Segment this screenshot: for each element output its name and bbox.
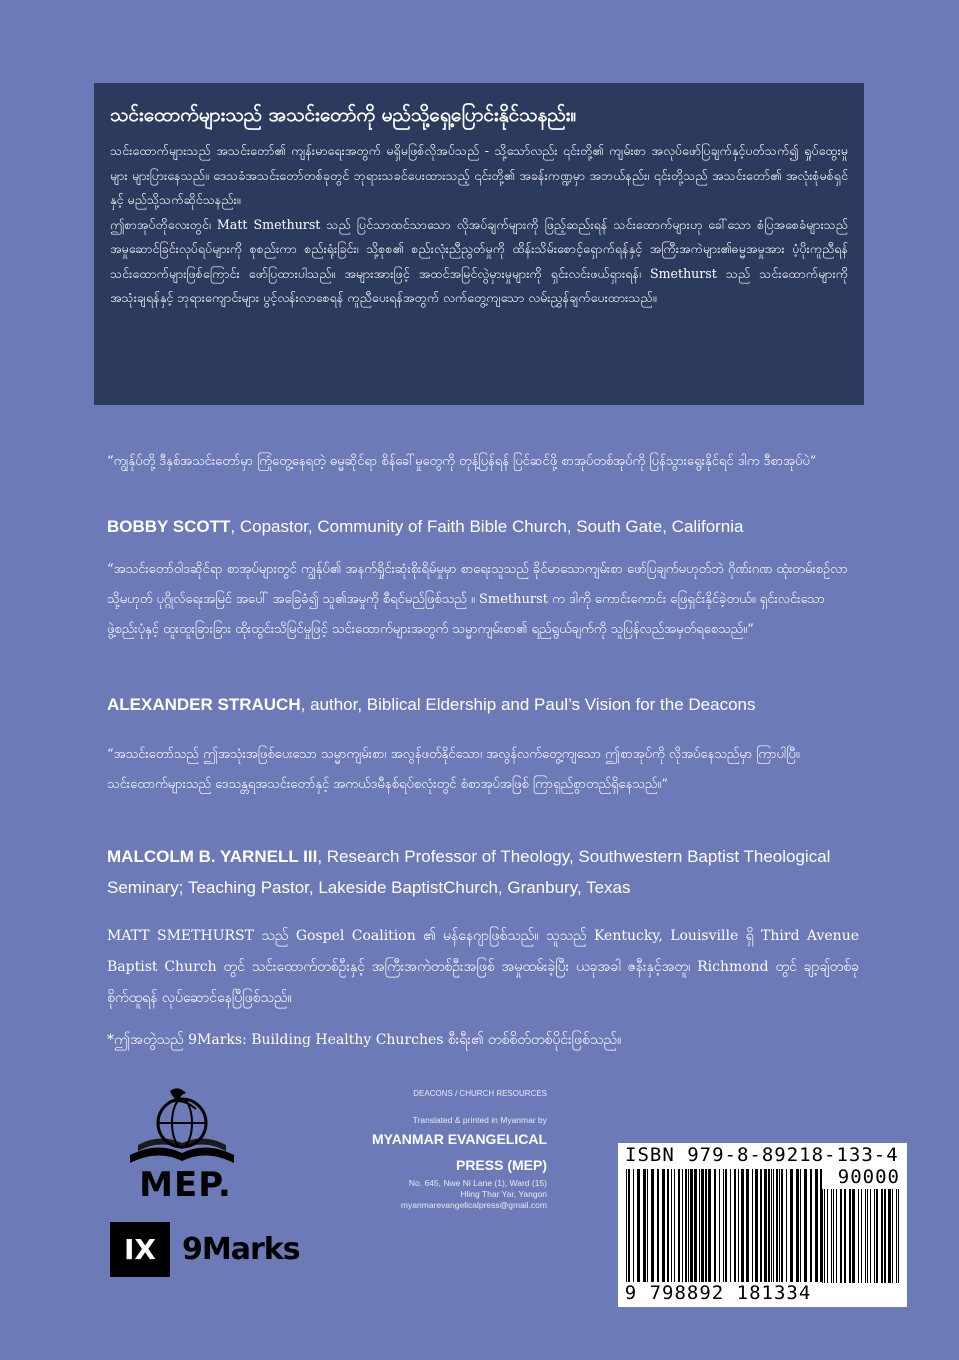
barcode-bar bbox=[896, 1189, 897, 1283]
endorsement-attribution-3 bbox=[107, 841, 859, 903]
barcode-bar bbox=[804, 1169, 807, 1282]
barcode-bar bbox=[662, 1169, 665, 1282]
barcode-bar bbox=[723, 1169, 724, 1282]
barcode-bar bbox=[844, 1189, 846, 1283]
barcode-bar bbox=[705, 1169, 707, 1282]
author-bio: MATT SMETHURST သည် Gospel Coalition ၏ မန်နေဂျာဖြစ်သည်။ သူသည် Kentucky, Louisville ရှိ Third Avenue Baptist Church တွင် သင်းထောက်တစ်ဦးနှင့် အကြီးအကဲတစ်ဦးအဖြစ် အမှုထမ်းခဲ့ပြီး ယခုအခါ ဇနီးနှင့်အတူ၊ Richmond တွင် ချာ့ချ်တစ်ခု စိုက်ထူရန် လုပ်ဆောင်နေပြီဖြစ်သည်။ bbox=[107, 928, 859, 1006]
barcode-bar bbox=[694, 1169, 697, 1282]
barcode-bar bbox=[725, 1169, 727, 1282]
barcode-bar bbox=[888, 1189, 891, 1283]
publisher-info bbox=[330, 1088, 547, 1211]
barcode-bar bbox=[746, 1169, 749, 1282]
barcode-bar bbox=[741, 1169, 744, 1282]
barcode-bar bbox=[682, 1169, 683, 1282]
barcode-bar bbox=[790, 1169, 793, 1282]
endorsement-quote-3: “အသင်းတော်သည် ဤအသုံးအဖြစ်ပေးသော သမ္မာကျမ်းစာ၊ အလွန်ဖတ်နိုင်သော၊ အလွန်လက်တွေ့ကျသော ဤစာအုပ်ကို လိုအပ်နေသည်မှာ ကြာပါပြီ။ သင်းထောက်များသည် ဒေသန္တရအသင်းတော်နှင့် အကယ်ဒမီနစ်ရပ်စလုံးတွင် စံစာအုပ်အဖြစ် ကြာရှည်စွာတည်ရှိနေသည်။” bbox=[107, 747, 800, 792]
barcode-bar bbox=[865, 1189, 866, 1283]
endorser-role-1: , Copastor, Community of Faith Bible Church, South Gate, California bbox=[230, 517, 744, 536]
ix-logo-mark: IX bbox=[110, 1222, 170, 1277]
summary-paragraph-1: သင်းထောက်များသည် အသင်းတော်၏ ကျန်းမာရေးအတွက် မရှိမဖြစ်လိုအပ်သည် - သို့သော်လည်း ၎င်းတို့၏ ကျမ်းစာ အလုပ်ဖော်ပြချက်နှင့်ပတ်သက်၍ ရှုပ်ထွေးမှုများ များပြားနေသည်။ ဒေသခံအသင်းတော်တစ်ခုတွင် ဘုရားသခင်ပေးထားသည့် ၎င်းတို့၏ အခန်းကဏ္ဍမှာ အဘယ်နည်း၊ ၎င်းတို့သည် အသင်းတော်၏ အလုံးစုံမစ်ရှင်နှင့် မည်သို့သက်ဆိုင်သနည်း။ bbox=[110, 143, 848, 207]
barcode-bar bbox=[764, 1169, 767, 1282]
barcode-bar bbox=[730, 1169, 731, 1282]
barcode-bar bbox=[637, 1169, 640, 1282]
barcode-bar bbox=[699, 1169, 700, 1282]
price-code: 90000 bbox=[837, 1166, 900, 1188]
barcode-bar bbox=[892, 1189, 893, 1283]
barcode-bar bbox=[678, 1169, 680, 1282]
publisher-address-2: Hling Thar Yar, Yangon bbox=[460, 1189, 547, 1199]
barcode-bar bbox=[779, 1169, 780, 1282]
barcode-bar bbox=[628, 1169, 630, 1282]
endorsement-quote-2: “အသင်းတော်ဝါဒဆိုင်ရာ စာအုပ်များတွင် ကျွန်ုပ်၏ အနက်ရှိုင်းဆုံးစိုးရိမ်မှုမှာ စာရေးသူသည် ခိုင်မာသောကျမ်းစာ ဖော်ပြချက်မဟုတ်ဘဲ ဂိုဏ်းဂဏ ထုံးတမ်းစဉ်လာ သို့မဟုတ် ပုဂ္ဂိုလ်ရေးအမြင် အပေါ် အခြေခံ၍ သူ၏အမှုကို စီရင်မည်ဖြစ်သည် ။ Smethurst က ဒါကို ကောင်းကောင်း ဖြေရှင်းနိုင်ခဲ့တယ်။ ရှင်းလင်းသော ဖွဲ့စည်းပုံနှင့် ထူးထူးခြားခြား ထိုးထွင်းသိမြင်မှုဖြင့် သင်းထောက်များအတွက် သမ္မာကျမ်းစာ၏ ရည်ရွယ်ချက်ကို သူပြန်လည်အမှတ်ရစေသည်။” bbox=[107, 562, 848, 637]
series-note: *ဤအတွဲသည် 9Marks: Building Healthy Churches စီးရီး၏ တစ်စိတ်တစ်ပိုင်းဖြစ်သည်။ bbox=[107, 1032, 622, 1048]
barcode-bar bbox=[760, 1169, 762, 1282]
translated-by-label: Translated & printed in Myanmar by bbox=[412, 1115, 547, 1125]
publisher-name: MYANMAR EVANGELICAL PRESS (MEP) bbox=[371, 1131, 547, 1173]
barcode-bar bbox=[719, 1169, 720, 1282]
endorser-name-3: MALCOLM B. YARNELL III bbox=[107, 847, 318, 866]
barcode-bar bbox=[657, 1169, 659, 1282]
ean-digits: 9 798892 181334 bbox=[618, 1282, 818, 1304]
summary-title: သင်းထောက်များသည် အသင်းတော်ကို မည်သို့ရှေ့ပြောင်းနိုင်သနည်း။ bbox=[110, 104, 577, 126]
barcode-bar bbox=[800, 1169, 801, 1282]
barcode-bar bbox=[876, 1189, 878, 1283]
isbn-number: ISBN 979-8-89218-133-4 bbox=[625, 1144, 899, 1166]
endorser-role-2: , author, Biblical Eldership and Paul’s Vision for the Deacons bbox=[300, 695, 756, 714]
summary-box bbox=[94, 83, 864, 405]
barcode-bar bbox=[852, 1189, 855, 1283]
barcode-bar bbox=[867, 1189, 868, 1283]
barcode-bar bbox=[633, 1169, 634, 1282]
barcode-bar bbox=[688, 1169, 689, 1282]
barcode-bar bbox=[874, 1189, 875, 1283]
barcode-bar bbox=[781, 1169, 783, 1282]
endorser-role-3: , Research Professor of Theology, Southwestern Baptist Theological Seminary; Teaching Pastor, Lakeside BaptistChurch, Granbury, Texas bbox=[107, 847, 831, 897]
endorser-name-2: ALEXANDER STRAUCH bbox=[107, 695, 301, 714]
barcode-bar bbox=[671, 1169, 672, 1282]
barcode-bar bbox=[833, 1189, 834, 1283]
barcode-bar bbox=[755, 1169, 758, 1282]
barcode-bar bbox=[701, 1169, 704, 1282]
barcode-bar bbox=[667, 1169, 669, 1282]
barcode-bar bbox=[771, 1169, 772, 1282]
barcode-bar bbox=[849, 1189, 851, 1283]
barcode-bar bbox=[752, 1169, 753, 1282]
barcode-bar bbox=[858, 1189, 859, 1283]
endorsement-attribution-1 bbox=[107, 511, 859, 542]
barcode-bar bbox=[776, 1169, 778, 1282]
barcode-bar bbox=[708, 1169, 711, 1282]
isbn-barcode bbox=[618, 1143, 907, 1307]
barcode-bar bbox=[643, 1169, 646, 1282]
barcode-bar bbox=[827, 1189, 828, 1283]
endorser-name-1: BOBBY SCOTT bbox=[107, 517, 231, 536]
barcode-bar bbox=[690, 1169, 693, 1282]
barcode-bar bbox=[810, 1169, 812, 1282]
barcode-bar bbox=[831, 1189, 832, 1283]
barcode-bar bbox=[822, 1189, 823, 1283]
book-category: DEACONS / CHURCH RESOURCES bbox=[413, 1089, 547, 1098]
barcode-bar bbox=[674, 1169, 675, 1282]
barcode-bar bbox=[738, 1169, 739, 1282]
barcode-bar bbox=[898, 1189, 899, 1283]
9marks-logo bbox=[110, 1222, 300, 1277]
mep-logo-text: MEP. bbox=[139, 1165, 232, 1205]
publisher-email: myanmarevangelicalpress@gmail.com bbox=[400, 1200, 547, 1210]
barcode-bar bbox=[768, 1169, 770, 1282]
barcode-bar bbox=[881, 1189, 883, 1283]
barcode-bar bbox=[651, 1169, 654, 1282]
barcode-bar bbox=[734, 1169, 736, 1282]
addon-barcode-bars bbox=[822, 1189, 902, 1283]
summary-paragraph-2: ဤစာအုပ်တိုလေးတွင်၊ Matt Smethurst သည် ပြင်သာထင်သာသော လိုအပ်ချက်များကို ဖြည့်ဆည်းရန် သင်းထောက်များဟု ခေါ်သော စံပြအစေခံများသည် အမှုဆောင်ခြင်းလုပ်ရပ်များကို စုစည်းကာ စည်းရုံးခြင်း၊ သို့စုစ၏ စည်းလုံးညီညွတ်မှုကို ထိန်းသိမ်းစောင့်ရှောက်ရန်နှင့် အကြီးအကဲများ၏ဓမ္မအမှုအား ပံ့ပိုးကူညီရန် သင်းထောက်များဖြစ်ကြောင်း ဖော်ပြထားပါသည်။ အများအားဖြင့် အထင်အမြင်လွဲမှားမှုများကို ရှင်းလင်းဖယ်ရှားရန်၊ Smethurst သည် သင်းထောက်များကို အသုံးချရန်နှင့် ဘုရားကျောင်းများ ပွင့်လန်းလာစေရန် ကူညီပေးရန်အတွက် လက်တွေ့ကျသော လမ်းညွှန်ချက်ပေးထားသည်။ bbox=[110, 216, 848, 305]
barcode-bar bbox=[626, 1169, 627, 1282]
barcode-bar bbox=[824, 1189, 825, 1283]
9marks-logo-text: 9Marks bbox=[182, 1232, 300, 1267]
barcode-bars bbox=[626, 1169, 826, 1285]
barcode-bar bbox=[647, 1169, 648, 1282]
barcode-bar bbox=[773, 1169, 774, 1282]
barcode-bar bbox=[714, 1169, 716, 1282]
endorsement-attribution-2 bbox=[107, 689, 859, 720]
publisher-address-1: No. 645, Nwe Ni Lane (1), Ward (15) bbox=[408, 1178, 547, 1188]
barcode-bar bbox=[840, 1189, 842, 1283]
barcode-bar bbox=[861, 1189, 862, 1283]
barcode-bar bbox=[685, 1169, 687, 1282]
barcode-bar bbox=[815, 1169, 818, 1282]
mep-logo bbox=[108, 1083, 263, 1205]
barcode-bar bbox=[836, 1189, 837, 1283]
barcode-bar bbox=[884, 1189, 886, 1283]
barcode-bar bbox=[786, 1169, 787, 1282]
endorsement-quote-1: “ကျွန်ုပ်တို့ ဒီနှစ်အသင်းတော်မှာ ကြုံတွေ့နေရတဲ့ ဓမ္မဆိုင်ရာ စိန်ခေါ်မှုတွေကို တုန့်ပြန်ရန် ပြင်ဆင်ဖို့ စာအုပ်တစ်အုပ်ကို ပြန်သွားရွေးနိုင်ရင် ဒါက ဒီစာအုပ်ပဲ” bbox=[107, 454, 817, 469]
barcode-bar bbox=[796, 1169, 799, 1282]
barcode-bar bbox=[870, 1189, 871, 1283]
